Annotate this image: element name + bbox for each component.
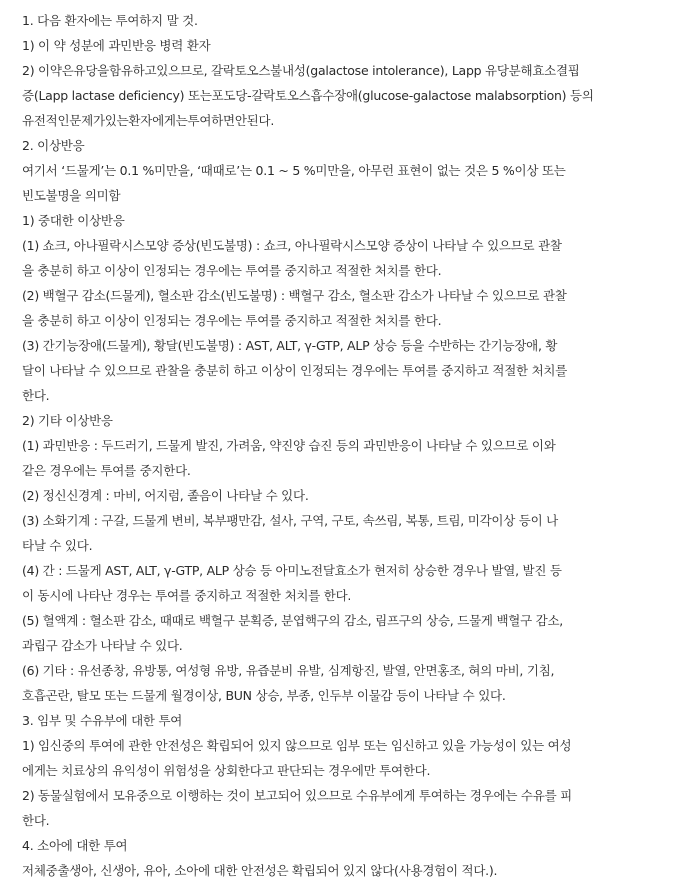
text-line: 달이 나타날 수 있으므로 관찰을 충분히 하고 이상이 인정되는 경우에는 투여를 중지하고 적절한 처치를 [22,363,568,378]
heading-pregnancy-lactation: 3. 임부 및 수유부에 대한 투여 [22,713,183,728]
text-line: (2) 백혈구 감소(드물게), 혈소판 감소(빈도불명) : 백혈구 감소, 혈소판 감소가 나타날 수 있으므로 관찰 [22,288,567,303]
subheading-serious-reactions: 1) 중대한 이상반응 [22,213,125,228]
text-line: 한다. [22,813,50,828]
text-line: 여기서 ‘드물게’는 0.1 %미만을, ‘때때로’는 0.1 ~ 5 %미만을, 아무런 표현이 없는 것은 5 %이상 또는 [22,163,566,178]
text-line: 빈도불명을 의미함 [22,188,121,203]
text-line: (2) 정신신경계 : 마비, 어지럼, 졸음이 나타날 수 있다. [22,488,309,503]
text-line: 2) 이약은유당을함유하고있으므로, 갈락토오스불내성(galactose intolerance), Lapp 유당분해효소결핍 [22,63,580,78]
text-line: 증(Lapp lactase deficiency) 또는포도당-갈락토오스흡수장애(glucose-galactose malabsorption) 등의 [22,88,594,103]
text-line: 타날 수 있다. [22,538,93,553]
text-line: 이 동시에 나타난 경우는 투여를 중지하고 적절한 처치를 한다. [22,588,352,603]
text-line: 호흡곤란, 탈모 또는 드물게 월경이상, BUN 상승, 부종, 인두부 이물감 등이 나타날 수 있다. [22,688,506,703]
text-line: 저체중출생아, 신생아, 유아, 소아에 대한 안전성은 확립되어 있지 않다(사용경험이 적다.). [22,863,498,878]
text-line: (3) 간기능장애(드물게), 황달(빈도불명) : AST, ALT, γ-GTP, ALP 상승 등을 수반하는 간기능장애, 황 [22,338,558,353]
text-line: 과립구 감소가 나타날 수 있다. [22,638,183,653]
heading-adverse-reactions: 2. 이상반응 [22,138,85,153]
text-line: 에게는 치료상의 유익성이 위험성을 상회한다고 판단되는 경우에만 투여한다. [22,763,431,778]
text-line: (5) 혈액계 : 혈소판 감소, 때때로 백혈구 분획증, 분엽핵구의 감소, 림프구의 상승, 드물게 백혈구 감소, [22,613,564,628]
text-line: 1) 임신중의 투여에 관한 안전성은 확립되어 있지 않으므로 임부 또는 임신하고 있을 가능성이 있는 여성 [22,738,572,753]
text-line: (3) 소화기계 : 구갈, 드물게 변비, 복부팽만감, 설사, 구역, 구토, 속쓰림, 복통, 트림, 미각이상 등이 나 [22,513,558,528]
heading-contraindications: 1. 다음 환자에는 투여하지 말 것. [22,13,198,28]
text-line: (6) 기타 : 유선종창, 유방통, 여성형 유방, 유즙분비 유발, 심계항진, 발열, 안면홍조, 혀의 마비, 기침, [22,663,555,678]
heading-pediatric-use: 4. 소아에 대한 투여 [22,838,128,853]
text-line: (4) 간 : 드물게 AST, ALT, γ-GTP, ALP 상승 등 아미노전달효소가 현저히 상승한 경우나 발열, 발진 등 [22,563,562,578]
text-line: 같은 경우에는 투여를 중지한다. [22,463,191,478]
subheading-other-reactions: 2) 기타 이상반응 [22,413,113,428]
text-line: 2) 동물실험에서 모유중으로 이행하는 것이 보고되어 있으므로 수유부에게 투여하는 경우에는 수유를 피 [22,788,572,803]
text-line: 1) 이 약 성분에 과민반응 병력 환자 [22,38,211,53]
text-line: (1) 쇼크, 아나필락시스모양 증상(빈도불명) : 쇼크, 아나필락시스모양 증상이 나타날 수 있으므로 관찰 [22,238,562,253]
text-line: 을 충분히 하고 이상이 인정되는 경우에는 투여를 중지하고 적절한 처치를 한다. [22,263,442,278]
text-line: 유전적인문제가있는환자에게는투여하면안된다. [22,113,275,128]
text-line: (1) 과민반응 : 두드러기, 드물게 발진, 가려움, 약진양 습진 등의 과민반응이 나타날 수 있으므로 이와 [22,438,556,453]
text-line: 을 충분히 하고 이상이 인정되는 경우에는 투여를 중지하고 적절한 처치를 한다. [22,313,442,328]
text-line: 한다. [22,388,50,403]
